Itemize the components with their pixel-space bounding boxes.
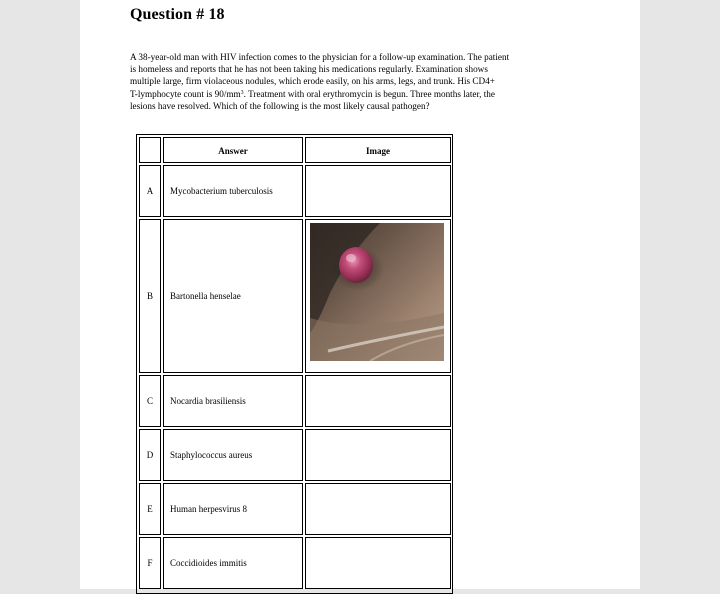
answer-table [136, 134, 453, 594]
question-line: lesions have resolved. Which of the following is the most likely causal pathogen? [130, 100, 430, 111]
superscript-exponent: 3 [240, 89, 244, 96]
cd4-count-text: T-lymphocyte count is 90/mm [130, 88, 241, 99]
option-d-image-cell [305, 429, 451, 481]
option-b-image-cell [305, 219, 451, 373]
option-letter-a: A [139, 165, 161, 217]
option-letter-f: F [139, 537, 161, 589]
skin-lesion-photo [310, 223, 444, 361]
option-f-answer[interactable]: Coccidioides immitis [163, 537, 303, 589]
option-c-image-cell [305, 375, 451, 427]
option-c-answer[interactable]: Nocardia brasiliensis [163, 375, 303, 427]
option-a-answer[interactable]: Mycobacterium tuberculosis [163, 165, 303, 217]
question-line: A 38-year-old man with HIV infection comes to the physician for a follow-up examination. The patient [130, 52, 510, 62]
question-line [130, 88, 600, 100]
option-a-image-cell [305, 165, 451, 217]
option-f-image-cell [305, 537, 451, 589]
image-column-header: Image [305, 137, 451, 163]
skin-lesion-image [310, 223, 444, 361]
option-letter-b: B [139, 219, 161, 373]
document-page [80, 0, 640, 589]
option-b-answer[interactable]: Bartonella henselae [163, 219, 303, 373]
option-e-answer[interactable]: Human herpesvirus 8 [163, 483, 303, 535]
question-line: is homeless and reports that he has not been taking his medications regularly. Examination shows [130, 64, 488, 75]
question-line: multiple large, firm violaceous nodules, which erode easily, on his arms, legs, and trunk. His CD4+ [130, 76, 495, 87]
option-letter-e: E [139, 483, 161, 535]
question-title: Question # 18 [130, 6, 225, 23]
option-d-answer[interactable]: Staphylococcus aureus [163, 429, 303, 481]
header-empty-cell [139, 137, 161, 163]
answer-column-header: Answer [163, 137, 303, 163]
option-e-image-cell [305, 483, 451, 535]
option-letter-d: D [139, 429, 161, 481]
option-letter-c: C [139, 375, 161, 427]
question-stem [130, 51, 600, 112]
treatment-text: . Treatment with oral erythromycin is begun. Three months later, the [243, 88, 495, 99]
